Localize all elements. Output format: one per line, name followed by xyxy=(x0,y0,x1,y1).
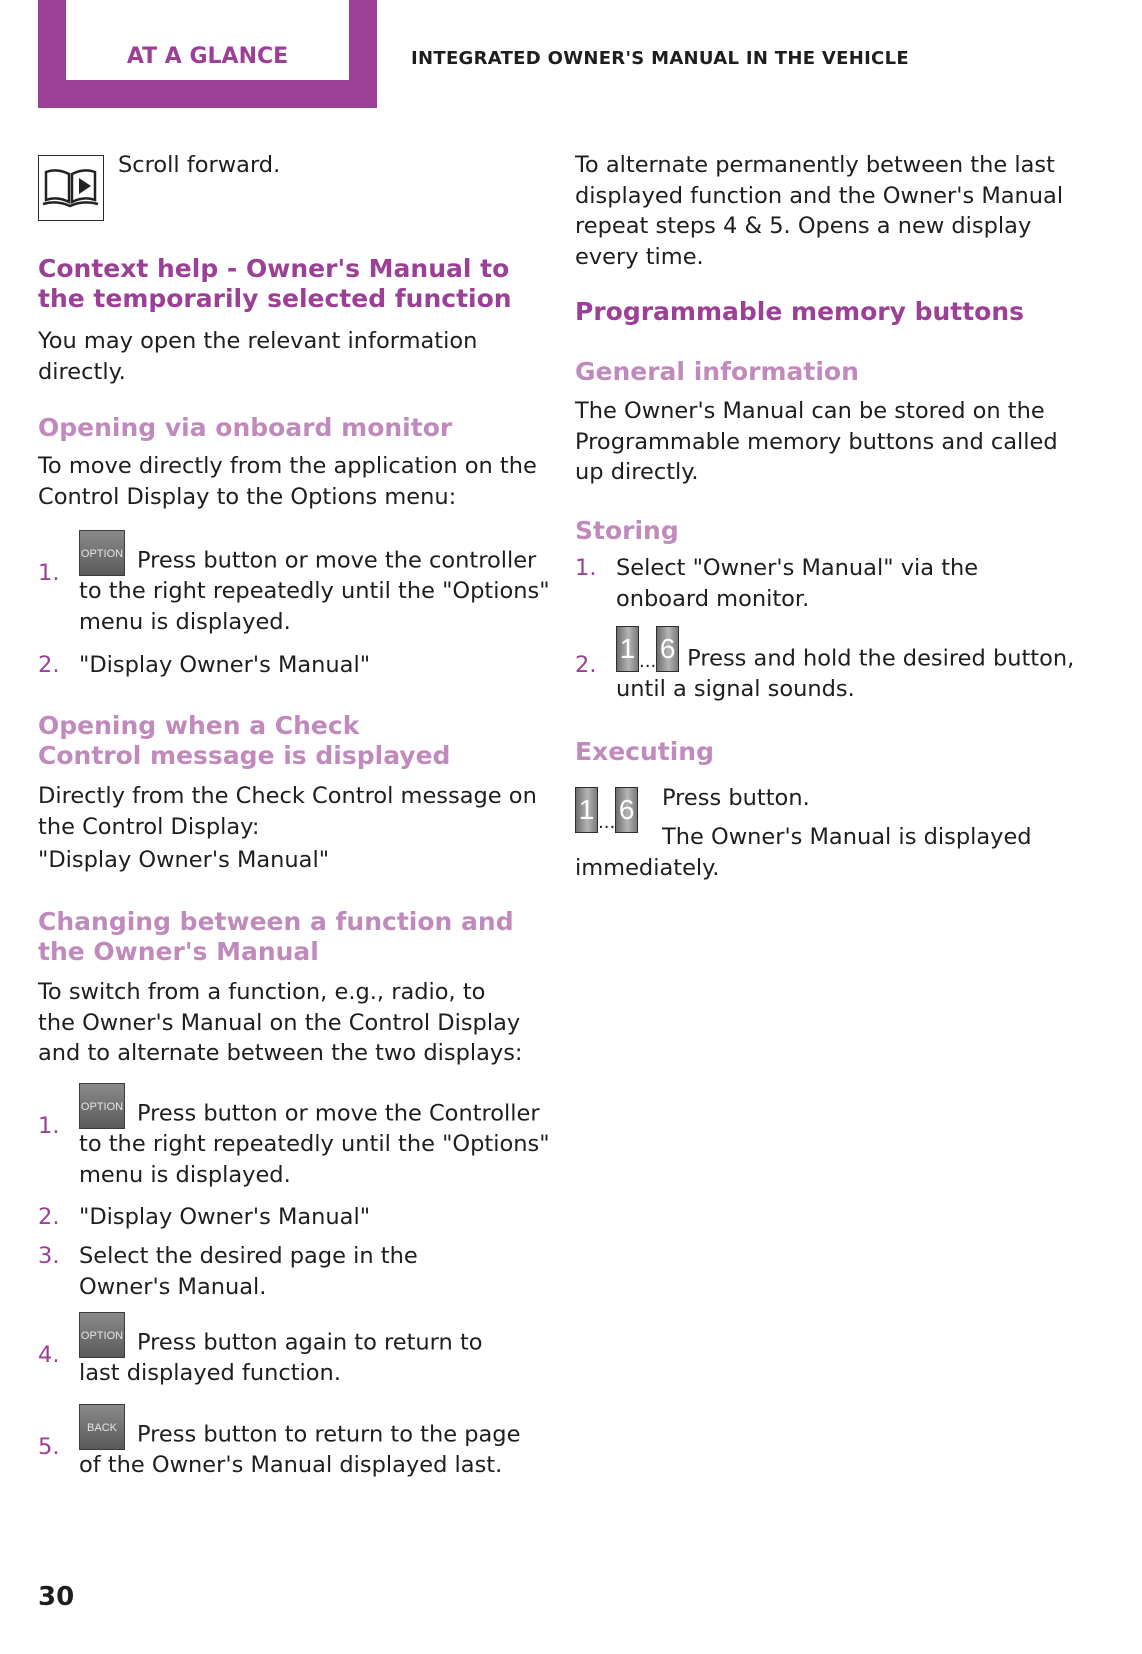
list-item xyxy=(38,650,548,681)
list-item xyxy=(38,1241,548,1302)
general-info-text: The Owner's Manual can be stored on the Programmable memory buttons and called up directly. xyxy=(575,398,1058,485)
book-scroll-forward-icon[interactable] xyxy=(38,155,104,221)
page-header-title: INTEGRATED OWNER'S MANUAL IN THE VEHICLE xyxy=(411,48,909,69)
list-item xyxy=(38,1312,548,1389)
check-control-text2: "Display Owner's Manual" xyxy=(38,847,330,873)
list-number: 4. xyxy=(38,1342,60,1368)
list-number: 2. xyxy=(38,1204,60,1230)
check-control-text: Directly from the Check Control message on the Control Display: xyxy=(38,783,537,840)
page-number: 30 xyxy=(38,1582,75,1612)
changing-function-text: To switch from a function, e.g., radio, to the Owner's Manual on the Control Display and to alternate between the two displays: xyxy=(38,979,523,1066)
context-help-heading: Context help - Owner's Manual to the temporarily selected function xyxy=(38,254,512,313)
list-item xyxy=(38,530,548,637)
memory-buttons-heading: Programmable memory buttons xyxy=(575,297,1025,326)
memory-button-6[interactable]: 6 xyxy=(615,787,638,833)
memory-button-1[interactable]: 1 xyxy=(575,787,598,833)
list-text: Select the desired page in the Owner's Manual. xyxy=(79,1243,418,1300)
list-number: 2. xyxy=(575,652,597,678)
check-control-heading: Opening when a Check Control message is displayed xyxy=(38,711,451,770)
list-number: 3. xyxy=(38,1243,60,1269)
section-tab-inner xyxy=(66,0,349,80)
memory-buttons-icon[interactable] xyxy=(616,626,679,674)
list-item xyxy=(38,1202,548,1233)
onboard-monitor-heading: Opening via onboard monitor xyxy=(38,413,453,442)
context-help-text: You may open the relevant information directly. xyxy=(38,328,478,385)
list-text: "Display Owner's Manual" xyxy=(79,1204,371,1230)
memory-buttons-ellipsis: ... xyxy=(598,812,616,833)
scroll-forward-text: Scroll forward. xyxy=(118,152,281,178)
storing-heading: Storing xyxy=(575,516,679,545)
list-text: Press button or move the Controller to the right repeatedly until the "Options" menu is displayed. xyxy=(79,1100,550,1188)
memory-buttons-ellipsis: ... xyxy=(639,651,657,672)
alternate-text: To alternate permanently between the last displayed function and the Owner's Manual repeat steps 4 & 5. Opens a new display every time. xyxy=(575,152,1064,270)
list-number: 2. xyxy=(38,652,60,678)
list-number: 5. xyxy=(38,1434,60,1460)
list-text: Press and hold the desired button, until a signal sounds. xyxy=(616,645,1075,702)
section-tab xyxy=(38,0,377,108)
list-number: 1. xyxy=(38,1113,60,1139)
back-button-icon[interactable]: BACK xyxy=(79,1404,125,1450)
section-tab-label: AT A GLANCE xyxy=(126,44,289,69)
list-item xyxy=(38,1404,548,1481)
list-item xyxy=(38,1083,548,1190)
option-button-icon[interactable]: OPTION xyxy=(79,1312,125,1358)
list-text: Press button to return to the page of the Owner's Manual displayed last. xyxy=(79,1421,521,1478)
executing-result-text: The Owner's Manual is displayed immediately. xyxy=(575,824,1032,881)
memory-button-1[interactable]: 1 xyxy=(616,626,639,672)
list-item xyxy=(575,553,1095,614)
changing-function-heading: Changing between a function and the Owner's Manual xyxy=(38,907,514,966)
list-number: 1. xyxy=(38,560,60,586)
general-info-heading: General information xyxy=(575,357,859,386)
list-text: Select "Owner's Manual" via the onboard monitor. xyxy=(616,555,979,612)
list-number: 1. xyxy=(575,555,597,581)
list-item xyxy=(575,626,1095,705)
list-text: Press button again to return to last displayed function. xyxy=(79,1329,483,1386)
list-text: "Display Owner's Manual" xyxy=(79,652,371,678)
list-text: Press button or move the controller to the right repeatedly until the "Options" menu is displayed. xyxy=(79,547,550,635)
memory-button-6[interactable]: 6 xyxy=(656,626,679,672)
onboard-monitor-text: To move directly from the application on the Control Display to the Options menu: xyxy=(38,453,537,510)
option-button-icon[interactable]: OPTION xyxy=(79,530,125,576)
option-button-icon[interactable]: OPTION xyxy=(79,1083,125,1129)
executing-heading: Executing xyxy=(575,737,714,766)
executing-text: Press button. xyxy=(662,785,810,811)
